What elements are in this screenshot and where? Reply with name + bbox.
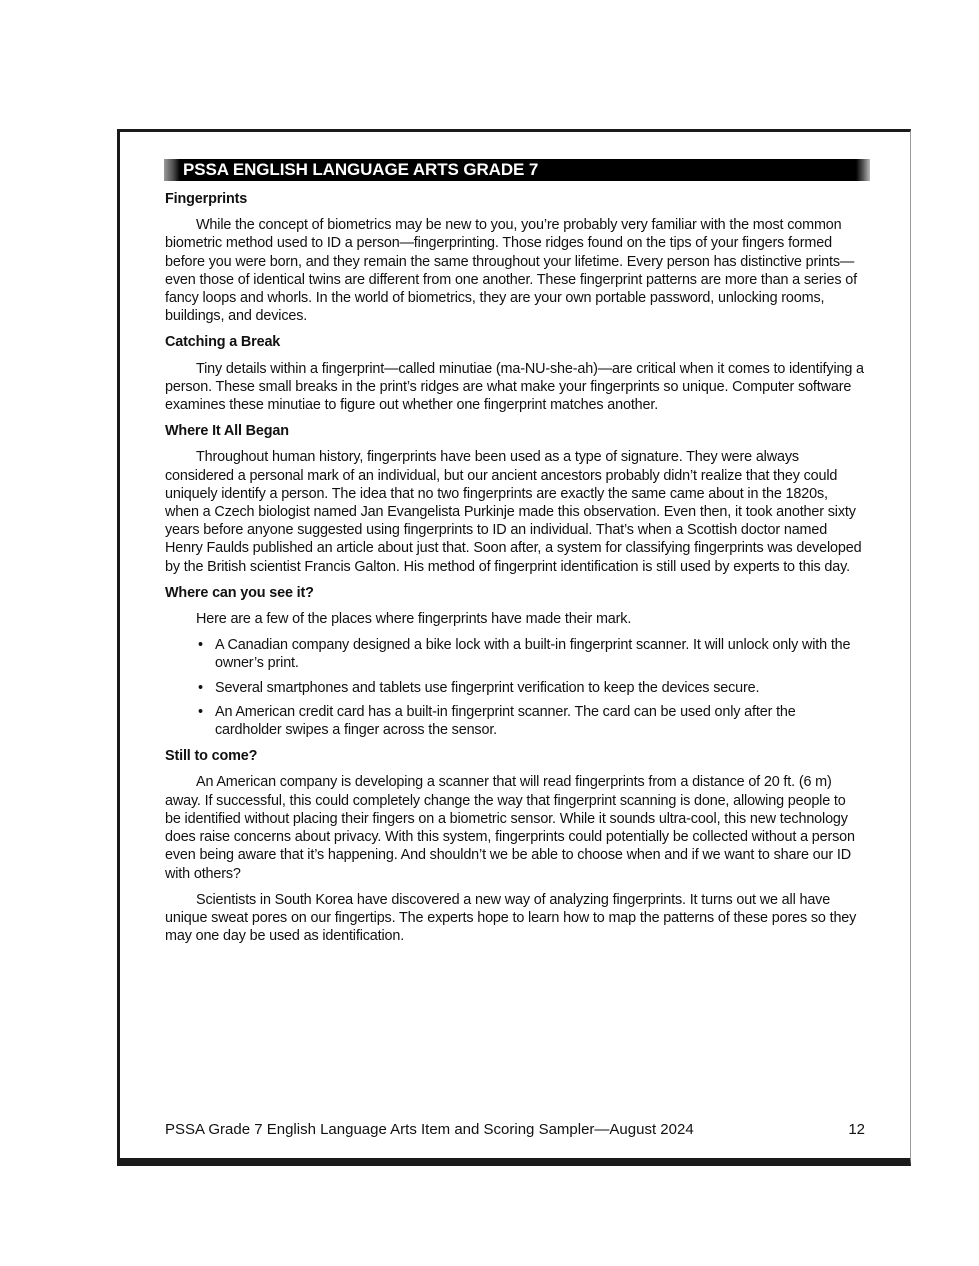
list-item: • Several smartphones and tablets use fingerprint verification to keep the devices secure.	[215, 679, 865, 697]
heading-still-to-come: Still to come?	[165, 748, 258, 765]
paragraph-still-to-come-1: An American company is developing a scanner that will read fingerprints from a distance of 20 ft. (6 m) away. If successful, this could completely change the way that fingerprint scanning is done, allowing people to be identified without placing their fingers on a biometric sensor. While it sounds ultra-cool, this new technology does raise concerns about privacy. With this system, fingerprints could potentially be collected without a person even being aware that it’s happening. And shouldn’t we be able to choose when and if we want to share our ID with others?	[165, 774, 855, 882]
paragraph-where-it-all-began: Throughout human history, fingerprints have been used as a type of signature. They were always considered a personal mark of an individual, but our ancient ancestors probably didn’t realize that they could uniquely identify a person. The idea that no two fingerprints are exactly the same came about in the 1820s, when a Czech biologist named Jan Evangelista Purkinje made this observation. Even then, it took another sixty years before anyone suggested using fingerprints to ID an individual. That’s when a Scottish doctor named Henry Faulds published an article about just that. Soon after, a system for classifying fingerprints was developed by the British scientist Francis Galton. His method of fingerprint identification is still used by experts to this day.	[165, 449, 862, 575]
heading-fingerprints: Fingerprints	[165, 191, 248, 207]
paragraph-still-to-come-2: Scientists in South Korea have discovered a new way of analyzing fingerprints. It turns out we all have unique sweat pores on our fingertips. The experts hope to learn how to map the patterns of these pores so they may one day be used as identification.	[165, 891, 857, 945]
section-header-banner: PSSA ENGLISH LANGUAGE ARTS GRADE 7	[164, 159, 870, 181]
heading-catching-a-break: Catching a Break	[165, 334, 281, 351]
footer-source: PSSA Grade 7 English Language Arts Item and Scoring Sampler—August 2024	[165, 1121, 694, 1138]
list-item: • A Canadian company designed a bike lock with a built-in fingerprint scanner. It will unlock only with the owner’s print.	[215, 636, 865, 672]
page-number: 12	[848, 1121, 865, 1138]
heading-where-can-you-see-it: Where can you see it?	[165, 584, 314, 601]
heading-where-it-all-began: Where It All Began	[165, 423, 289, 440]
article-body	[165, 190, 865, 953]
examples-list	[165, 636, 865, 739]
paragraph-fingerprints: While the concept of biometrics may be new to you, you’re probably very familiar with the most common biometric method used to ID a person—fingerprinting. Those ridges found on the tips of your fingers formed before you were born, and they remain the same throughout your lifetime. Every person has distinctive prints—even those of identical twins are different from one another. These fingerprint patterns are more than a series of fancy loops and whorls. In the world of biometrics, they are your own portable password, unlocking rooms, buildings, and devices.	[165, 217, 857, 325]
paragraph-catching-a-break: Tiny details within a fingerprint—called minutiae (ma-NU-she-ah)—are critical when it comes to identifying a person. These small breaks in the print’s ridges are what make your fingerprints so unique. Computer software examines these minutiae to figure out whether one fingerprint matches another.	[165, 360, 864, 414]
list-item: • An American credit card has a built-in fingerprint scanner. The card can be used only after the cardholder swipes a finger across the sensor.	[215, 703, 865, 739]
paragraph-where-can-you-see-it: Here are a few of the places where fingerprints have made their mark.	[196, 611, 632, 628]
